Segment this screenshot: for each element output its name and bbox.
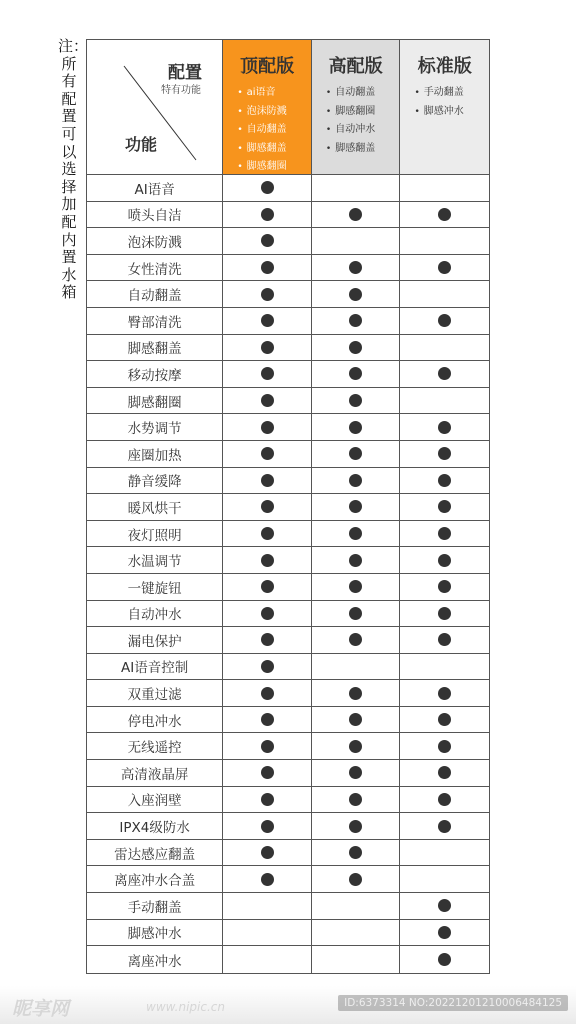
availability-cell bbox=[312, 547, 401, 573]
feature-item: • 脚感翻盖 bbox=[326, 140, 400, 159]
availability-cell bbox=[223, 361, 312, 387]
availability-cell bbox=[312, 920, 401, 946]
table-row bbox=[87, 281, 489, 308]
available-dot-icon bbox=[438, 367, 451, 380]
special-features-label: 特有功能 bbox=[161, 85, 201, 96]
availability-cell bbox=[312, 627, 401, 653]
table-header bbox=[87, 40, 489, 175]
availability-cell bbox=[400, 840, 489, 866]
version-standard bbox=[400, 40, 489, 174]
available-dot-icon bbox=[438, 633, 451, 646]
table-row bbox=[87, 228, 489, 255]
feature-name: 脚感翻盖 bbox=[87, 335, 223, 361]
available-dot-icon bbox=[261, 314, 274, 327]
table-row bbox=[87, 946, 489, 973]
availability-cell bbox=[223, 813, 312, 839]
availability-cell bbox=[223, 787, 312, 813]
availability-cell bbox=[223, 175, 312, 201]
available-dot-icon bbox=[349, 314, 362, 327]
availability-cell bbox=[223, 707, 312, 733]
table-row bbox=[87, 893, 489, 920]
availability-cell bbox=[312, 893, 401, 919]
availability-cell bbox=[312, 787, 401, 813]
table-row bbox=[87, 494, 489, 521]
table-row bbox=[87, 468, 489, 495]
available-dot-icon bbox=[438, 500, 451, 513]
feature-name: 手动翻盖 bbox=[87, 893, 223, 919]
table-row bbox=[87, 840, 489, 867]
version-feature-list bbox=[312, 84, 400, 158]
available-dot-icon bbox=[438, 447, 451, 460]
table-row bbox=[87, 361, 489, 388]
availability-cell bbox=[223, 601, 312, 627]
header-corner-cell bbox=[87, 40, 223, 174]
feature-item: • 脚感翻圈 bbox=[326, 103, 400, 122]
table-row bbox=[87, 707, 489, 734]
table-row bbox=[87, 866, 489, 893]
feature-name: 女性清洗 bbox=[87, 255, 223, 281]
available-dot-icon bbox=[349, 421, 362, 434]
available-dot-icon bbox=[261, 554, 274, 567]
available-dot-icon bbox=[438, 261, 451, 274]
feature-name: 双重过滤 bbox=[87, 680, 223, 706]
feature-name: 座圈加热 bbox=[87, 441, 223, 467]
availability-cell bbox=[223, 680, 312, 706]
available-dot-icon bbox=[349, 580, 362, 593]
available-dot-icon bbox=[438, 421, 451, 434]
available-dot-icon bbox=[261, 474, 274, 487]
availability-cell bbox=[223, 255, 312, 281]
available-dot-icon bbox=[261, 234, 274, 247]
availability-cell bbox=[223, 866, 312, 892]
availability-cell bbox=[400, 920, 489, 946]
available-dot-icon bbox=[438, 793, 451, 806]
availability-cell bbox=[223, 521, 312, 547]
availability-cell bbox=[223, 494, 312, 520]
availability-cell bbox=[312, 654, 401, 680]
available-dot-icon bbox=[349, 367, 362, 380]
table-row bbox=[87, 308, 489, 335]
feature-item: • ai语音 bbox=[237, 84, 311, 103]
available-dot-icon bbox=[438, 899, 451, 912]
available-dot-icon bbox=[261, 687, 274, 700]
feature-name: 静音缓降 bbox=[87, 468, 223, 494]
available-dot-icon bbox=[349, 261, 362, 274]
available-dot-icon bbox=[261, 580, 274, 593]
availability-cell bbox=[400, 414, 489, 440]
feature-name: 一键旋钮 bbox=[87, 574, 223, 600]
available-dot-icon bbox=[261, 633, 274, 646]
table-row bbox=[87, 601, 489, 628]
feature-name: 高清液晶屏 bbox=[87, 760, 223, 786]
available-dot-icon bbox=[438, 607, 451, 620]
availability-cell bbox=[400, 494, 489, 520]
available-dot-icon bbox=[261, 500, 274, 513]
available-dot-icon bbox=[261, 527, 274, 540]
available-dot-icon bbox=[261, 447, 274, 460]
available-dot-icon bbox=[349, 394, 362, 407]
available-dot-icon bbox=[438, 820, 451, 833]
available-dot-icon bbox=[349, 341, 362, 354]
available-dot-icon bbox=[438, 953, 451, 966]
availability-cell bbox=[312, 733, 401, 759]
version-top bbox=[223, 40, 312, 174]
available-dot-icon bbox=[438, 208, 451, 221]
available-dot-icon bbox=[261, 394, 274, 407]
feature-item: • 泡沫防溅 bbox=[237, 103, 311, 122]
availability-cell bbox=[312, 281, 401, 307]
availability-cell bbox=[400, 707, 489, 733]
availability-cell bbox=[312, 414, 401, 440]
feature-item: • 自动翻盖 bbox=[237, 121, 311, 140]
available-dot-icon bbox=[261, 766, 274, 779]
version-high bbox=[312, 40, 401, 174]
feature-name: 水势调节 bbox=[87, 414, 223, 440]
availability-cell bbox=[312, 468, 401, 494]
availability-cell bbox=[400, 175, 489, 201]
feature-name: 夜灯照明 bbox=[87, 521, 223, 547]
feature-name: 入座润壁 bbox=[87, 787, 223, 813]
availability-cell bbox=[400, 468, 489, 494]
available-dot-icon bbox=[438, 554, 451, 567]
feature-name: 自动翻盖 bbox=[87, 281, 223, 307]
availability-cell bbox=[312, 707, 401, 733]
version-title: 高配版 bbox=[328, 56, 383, 77]
availability-cell bbox=[400, 335, 489, 361]
availability-cell bbox=[400, 787, 489, 813]
config-label: 配置 bbox=[168, 63, 202, 83]
table-body bbox=[87, 175, 489, 973]
availability-cell bbox=[312, 202, 401, 228]
availability-cell bbox=[223, 388, 312, 414]
available-dot-icon bbox=[349, 474, 362, 487]
available-dot-icon bbox=[349, 500, 362, 513]
table-row bbox=[87, 760, 489, 787]
table-row bbox=[87, 414, 489, 441]
availability-cell bbox=[312, 308, 401, 334]
availability-cell bbox=[400, 308, 489, 334]
availability-cell bbox=[400, 946, 489, 973]
availability-cell bbox=[312, 866, 401, 892]
availability-cell bbox=[312, 680, 401, 706]
available-dot-icon bbox=[438, 687, 451, 700]
available-dot-icon bbox=[438, 580, 451, 593]
available-dot-icon bbox=[349, 527, 362, 540]
availability-cell bbox=[223, 414, 312, 440]
table-row bbox=[87, 175, 489, 202]
feature-name: 离座冲水 bbox=[87, 946, 223, 973]
available-dot-icon bbox=[349, 766, 362, 779]
availability-cell bbox=[312, 946, 401, 973]
available-dot-icon bbox=[261, 288, 274, 301]
available-dot-icon bbox=[438, 474, 451, 487]
available-dot-icon bbox=[349, 820, 362, 833]
availability-cell bbox=[400, 574, 489, 600]
feature-name: 泡沫防溅 bbox=[87, 228, 223, 254]
feature-name: IPX4级防水 bbox=[87, 813, 223, 839]
version-feature-list bbox=[223, 84, 311, 177]
availability-cell bbox=[312, 228, 401, 254]
available-dot-icon bbox=[349, 713, 362, 726]
availability-cell bbox=[223, 202, 312, 228]
available-dot-icon bbox=[261, 820, 274, 833]
available-dot-icon bbox=[438, 766, 451, 779]
feature-item: • 脚感冲水 bbox=[414, 103, 489, 122]
feature-name: 水温调节 bbox=[87, 547, 223, 573]
watermark-url: www.nipic.cn bbox=[146, 1000, 225, 1014]
watermark-bar bbox=[0, 986, 576, 1024]
available-dot-icon bbox=[261, 367, 274, 380]
available-dot-icon bbox=[349, 793, 362, 806]
availability-cell bbox=[223, 654, 312, 680]
feature-item: • 脚感翻圈 bbox=[237, 158, 311, 177]
available-dot-icon bbox=[261, 793, 274, 806]
version-title: 标准版 bbox=[417, 56, 472, 77]
availability-cell bbox=[223, 228, 312, 254]
availability-cell bbox=[223, 893, 312, 919]
available-dot-icon bbox=[261, 208, 274, 221]
availability-cell bbox=[312, 441, 401, 467]
table-row bbox=[87, 627, 489, 654]
availability-cell bbox=[400, 866, 489, 892]
availability-cell bbox=[400, 733, 489, 759]
availability-cell bbox=[400, 680, 489, 706]
available-dot-icon bbox=[261, 607, 274, 620]
available-dot-icon bbox=[261, 740, 274, 753]
availability-cell bbox=[312, 388, 401, 414]
available-dot-icon bbox=[261, 713, 274, 726]
available-dot-icon bbox=[349, 687, 362, 700]
comparison-table bbox=[86, 39, 490, 974]
availability-cell bbox=[400, 441, 489, 467]
availability-cell bbox=[400, 760, 489, 786]
availability-cell bbox=[223, 574, 312, 600]
availability-cell bbox=[400, 601, 489, 627]
feature-name: 喷头自洁 bbox=[87, 202, 223, 228]
availability-cell bbox=[400, 893, 489, 919]
table-row bbox=[87, 680, 489, 707]
availability-cell bbox=[400, 388, 489, 414]
table-row bbox=[87, 654, 489, 681]
table-row bbox=[87, 255, 489, 282]
table-row bbox=[87, 813, 489, 840]
table-row bbox=[87, 733, 489, 760]
availability-cell bbox=[312, 255, 401, 281]
availability-cell bbox=[223, 308, 312, 334]
available-dot-icon bbox=[261, 846, 274, 859]
availability-cell bbox=[400, 202, 489, 228]
availability-cell bbox=[400, 654, 489, 680]
availability-cell bbox=[312, 175, 401, 201]
available-dot-icon bbox=[349, 554, 362, 567]
feature-name: 离座冲水合盖 bbox=[87, 866, 223, 892]
available-dot-icon bbox=[261, 873, 274, 886]
feature-name: 漏电保护 bbox=[87, 627, 223, 653]
feature-item: • 自动冲水 bbox=[326, 121, 400, 140]
feature-name: 移动按摩 bbox=[87, 361, 223, 387]
availability-cell bbox=[223, 840, 312, 866]
available-dot-icon bbox=[349, 846, 362, 859]
availability-cell bbox=[312, 494, 401, 520]
availability-cell bbox=[312, 813, 401, 839]
availability-cell bbox=[400, 547, 489, 573]
availability-cell bbox=[312, 574, 401, 600]
available-dot-icon bbox=[261, 261, 274, 274]
availability-cell bbox=[223, 760, 312, 786]
availability-cell bbox=[223, 441, 312, 467]
availability-cell bbox=[312, 521, 401, 547]
table-row bbox=[87, 920, 489, 947]
availability-cell bbox=[400, 228, 489, 254]
feature-name: 雷达感应翻盖 bbox=[87, 840, 223, 866]
available-dot-icon bbox=[261, 421, 274, 434]
available-dot-icon bbox=[261, 181, 274, 194]
available-dot-icon bbox=[438, 527, 451, 540]
availability-cell bbox=[223, 468, 312, 494]
availability-cell bbox=[312, 760, 401, 786]
availability-cell bbox=[400, 255, 489, 281]
availability-cell bbox=[400, 521, 489, 547]
function-label: 功能 bbox=[125, 135, 158, 154]
table-row bbox=[87, 574, 489, 601]
feature-name: 臀部清洗 bbox=[87, 308, 223, 334]
watermark-id: ID:6373314 NO:20221201210006484125 bbox=[338, 995, 568, 1011]
available-dot-icon bbox=[438, 713, 451, 726]
table-row bbox=[87, 335, 489, 362]
available-dot-icon bbox=[349, 873, 362, 886]
feature-item: • 自动翻盖 bbox=[326, 84, 400, 103]
availability-cell bbox=[223, 627, 312, 653]
available-dot-icon bbox=[349, 740, 362, 753]
side-note: 注：所有配置可以选择加配内置水箱 bbox=[58, 37, 89, 302]
feature-name: 脚感翻圈 bbox=[87, 388, 223, 414]
availability-cell bbox=[400, 627, 489, 653]
table-row bbox=[87, 547, 489, 574]
available-dot-icon bbox=[438, 740, 451, 753]
table-row bbox=[87, 388, 489, 415]
feature-name: 暖风烘干 bbox=[87, 494, 223, 520]
available-dot-icon bbox=[261, 660, 274, 673]
table-row bbox=[87, 202, 489, 229]
availability-cell bbox=[400, 813, 489, 839]
feature-name: 停电冲水 bbox=[87, 707, 223, 733]
version-title: 顶配版 bbox=[240, 56, 295, 77]
availability-cell bbox=[223, 733, 312, 759]
version-feature-list bbox=[400, 84, 489, 121]
watermark-logo: 昵享网 bbox=[12, 998, 70, 1020]
available-dot-icon bbox=[349, 208, 362, 221]
availability-cell bbox=[223, 335, 312, 361]
availability-cell bbox=[312, 840, 401, 866]
availability-cell bbox=[400, 281, 489, 307]
feature-name: 脚感冲水 bbox=[87, 920, 223, 946]
availability-cell bbox=[223, 920, 312, 946]
feature-item: • 脚感翻盖 bbox=[237, 140, 311, 159]
available-dot-icon bbox=[438, 314, 451, 327]
availability-cell bbox=[223, 281, 312, 307]
availability-cell bbox=[312, 601, 401, 627]
feature-name: AI语音控制 bbox=[87, 654, 223, 680]
feature-name: 无线遥控 bbox=[87, 733, 223, 759]
available-dot-icon bbox=[349, 633, 362, 646]
feature-name: AI语音 bbox=[87, 175, 223, 201]
table-row bbox=[87, 787, 489, 814]
table-row bbox=[87, 441, 489, 468]
availability-cell bbox=[312, 361, 401, 387]
availability-cell bbox=[223, 946, 312, 973]
available-dot-icon bbox=[349, 607, 362, 620]
available-dot-icon bbox=[438, 926, 451, 939]
table-row bbox=[87, 521, 489, 548]
available-dot-icon bbox=[261, 341, 274, 354]
feature-item: • 手动翻盖 bbox=[414, 84, 489, 103]
available-dot-icon bbox=[349, 288, 362, 301]
availability-cell bbox=[400, 361, 489, 387]
availability-cell bbox=[223, 547, 312, 573]
available-dot-icon bbox=[349, 447, 362, 460]
feature-name: 自动冲水 bbox=[87, 601, 223, 627]
availability-cell bbox=[312, 335, 401, 361]
